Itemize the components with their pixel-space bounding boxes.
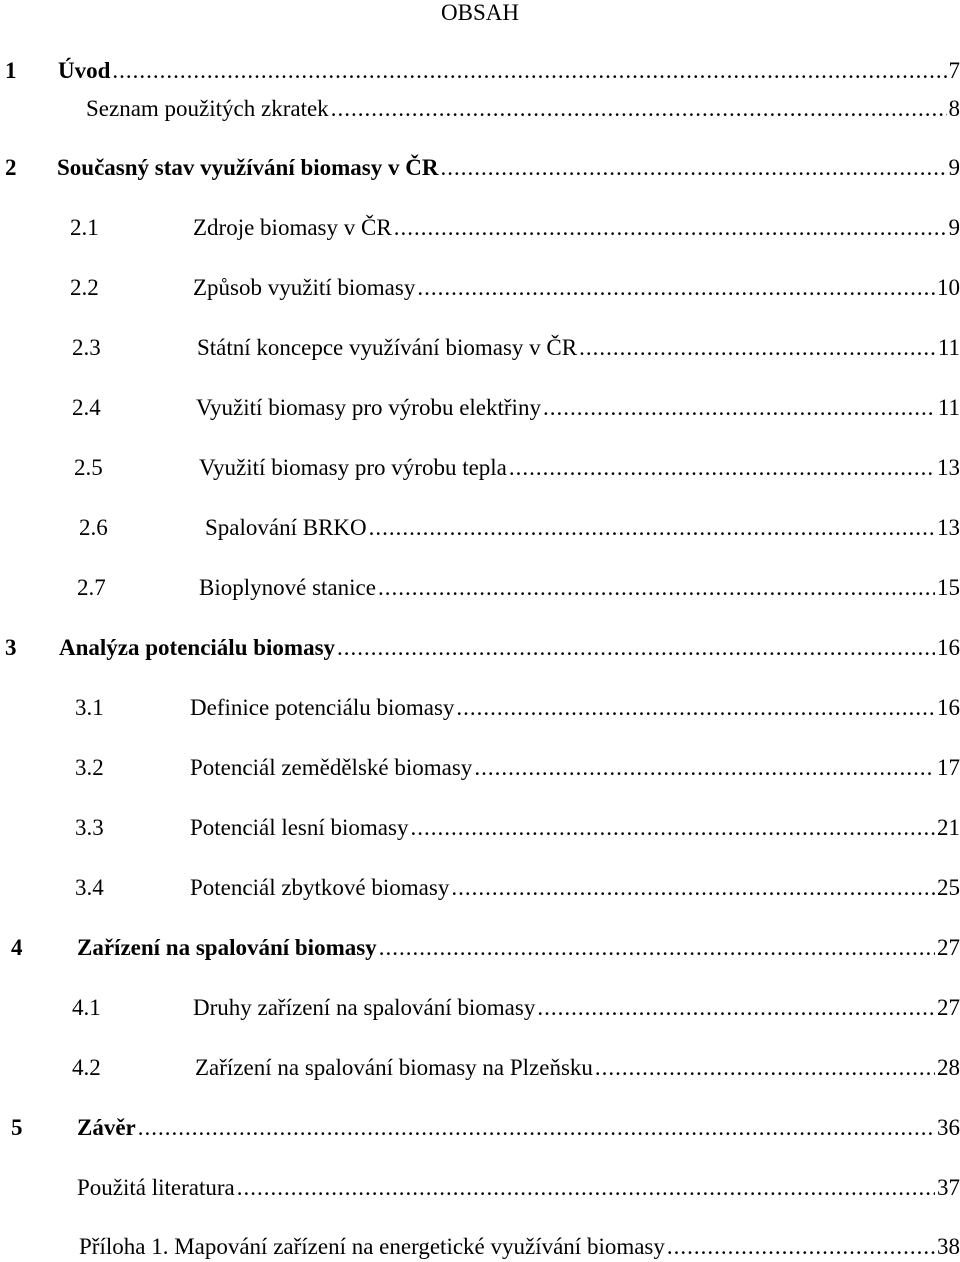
toc-page-number: 25 bbox=[937, 875, 960, 900]
toc-label: Závěr bbox=[77, 1115, 136, 1140]
toc-label: Potenciál lesní biomasy bbox=[190, 815, 409, 840]
toc-label: Využití biomasy pro výrobu elektřiny bbox=[196, 395, 541, 420]
toc-entry-2[interactable] bbox=[0, 153, 960, 183]
toc-entry-3-1[interactable] bbox=[0, 693, 960, 723]
toc-number: 2.7 bbox=[77, 575, 106, 600]
page-title: OBSAH bbox=[441, 0, 519, 25]
toc-page-number: 13 bbox=[937, 455, 960, 480]
toc-label: Využití biomasy pro výrobu tepla bbox=[199, 455, 507, 480]
toc-number: 2.3 bbox=[72, 335, 101, 360]
toc-leader bbox=[474, 753, 935, 783]
toc-leader bbox=[543, 393, 936, 423]
toc-entry-2-2[interactable] bbox=[0, 273, 960, 303]
toc-number: 3.2 bbox=[75, 755, 104, 780]
toc-leader bbox=[337, 633, 935, 663]
toc-leader bbox=[394, 213, 947, 243]
toc-entry-abbreviations[interactable] bbox=[0, 94, 960, 124]
toc-number: 3 bbox=[5, 635, 17, 660]
toc-leader bbox=[369, 513, 935, 543]
toc-number: 2 bbox=[5, 155, 17, 180]
toc-page-number: 16 bbox=[937, 635, 960, 660]
toc-entry-3[interactable] bbox=[0, 633, 960, 663]
toc-page-number: 28 bbox=[937, 1055, 960, 1080]
toc-entry-3-2[interactable] bbox=[0, 753, 960, 783]
toc-page-number: 27 bbox=[937, 995, 960, 1020]
toc-label: Potenciál zbytkové biomasy bbox=[190, 875, 450, 900]
toc-page-number: 7 bbox=[948, 58, 960, 83]
toc-label: Potenciál zemědělské biomasy bbox=[190, 755, 473, 780]
toc-page-number: 15 bbox=[937, 575, 960, 600]
toc-page-number: 21 bbox=[937, 815, 960, 840]
toc-label: Spalování BRKO bbox=[205, 515, 367, 540]
toc-leader bbox=[509, 453, 935, 483]
toc-number: 3.1 bbox=[75, 695, 104, 720]
toc-leader bbox=[138, 1113, 935, 1143]
toc-page-number: 11 bbox=[937, 395, 960, 420]
toc-entry-literature[interactable] bbox=[0, 1173, 960, 1203]
toc-number: 4.2 bbox=[72, 1055, 101, 1080]
toc-entry-2-1[interactable] bbox=[0, 213, 960, 243]
toc-entry-5[interactable] bbox=[0, 1113, 960, 1143]
toc-leader bbox=[537, 993, 935, 1023]
toc-label: Zdroje biomasy v ČR bbox=[193, 215, 392, 240]
toc-label: Zařízení na spalování biomasy bbox=[77, 935, 377, 960]
toc-entry-2-4[interactable] bbox=[0, 393, 960, 423]
toc-leader bbox=[456, 693, 935, 723]
toc-page-number: 9 bbox=[948, 215, 960, 240]
toc-label: Druhy zařízení na spalování biomasy bbox=[193, 995, 536, 1020]
toc-leader bbox=[440, 153, 946, 183]
toc-page-number: 38 bbox=[937, 1234, 960, 1259]
toc-label: Příloha 1. Mapování zařízení na energetické využívání biomasy bbox=[79, 1234, 665, 1259]
toc-leader bbox=[331, 94, 947, 124]
toc-entry-4-2[interactable] bbox=[0, 1053, 960, 1083]
toc-label: Definice potenciálu biomasy bbox=[190, 695, 455, 720]
toc-leader bbox=[379, 933, 935, 963]
toc-number: 2.5 bbox=[74, 455, 103, 480]
toc-entry-4[interactable] bbox=[0, 933, 960, 963]
toc-number: 2.1 bbox=[70, 215, 99, 240]
toc-page-number: 36 bbox=[937, 1115, 960, 1140]
toc-leader bbox=[579, 333, 936, 363]
toc-page-number: 8 bbox=[948, 96, 960, 121]
toc-page-number: 11 bbox=[937, 335, 960, 360]
toc-entry-3-4[interactable] bbox=[0, 873, 960, 903]
toc-label: Zařízení na spalování biomasy na Plzeňsku bbox=[195, 1055, 593, 1080]
toc-label: Způsob využití biomasy bbox=[193, 275, 416, 300]
toc-entry-1[interactable] bbox=[0, 56, 960, 86]
toc-page-number: 13 bbox=[937, 515, 960, 540]
toc-leader bbox=[595, 1053, 935, 1083]
toc-number: 1 bbox=[5, 58, 17, 83]
toc-page-number: 37 bbox=[937, 1175, 960, 1200]
toc-page-number: 9 bbox=[948, 155, 960, 180]
toc-leader bbox=[410, 813, 935, 843]
toc-label: Seznam použitých zkratek bbox=[86, 96, 329, 121]
toc-leader bbox=[667, 1232, 935, 1262]
toc-entry-2-5[interactable] bbox=[0, 453, 960, 483]
toc-label: Analýza potenciálu biomasy bbox=[59, 635, 336, 660]
toc-number: 2.6 bbox=[79, 515, 108, 540]
toc-leader bbox=[451, 873, 935, 903]
toc-label: Bioplynové stanice bbox=[199, 575, 376, 600]
toc-leader bbox=[237, 1173, 935, 1203]
toc-label: Státní koncepce využívání biomasy v ČR bbox=[197, 335, 578, 360]
toc-label: Úvod bbox=[58, 58, 111, 83]
toc-page-number: 27 bbox=[937, 935, 960, 960]
toc-number: 3.4 bbox=[75, 875, 104, 900]
toc-page-number: 10 bbox=[937, 275, 960, 300]
toc-number: 3.3 bbox=[75, 815, 104, 840]
toc-page-number: 17 bbox=[937, 755, 960, 780]
toc-label: Současný stav využívání biomasy v ČR bbox=[57, 155, 439, 180]
toc-number: 2.4 bbox=[72, 395, 101, 420]
toc-number: 4 bbox=[11, 935, 23, 960]
toc-number: 2.2 bbox=[70, 275, 99, 300]
toc-leader bbox=[378, 573, 935, 603]
toc-page-number: 16 bbox=[937, 695, 960, 720]
toc-entry-2-6[interactable] bbox=[0, 513, 960, 543]
toc-entry-appendix-1[interactable] bbox=[0, 1232, 960, 1262]
toc-entry-2-3[interactable] bbox=[0, 333, 960, 363]
toc-entry-3-3[interactable] bbox=[0, 813, 960, 843]
toc-entry-2-7[interactable] bbox=[0, 573, 960, 603]
toc-leader bbox=[112, 56, 946, 86]
toc-label: Použitá literatura bbox=[77, 1175, 235, 1200]
toc-number: 5 bbox=[11, 1115, 23, 1140]
toc-entry-4-1[interactable] bbox=[0, 993, 960, 1023]
toc-leader bbox=[417, 273, 935, 303]
toc-number: 4.1 bbox=[72, 995, 101, 1020]
